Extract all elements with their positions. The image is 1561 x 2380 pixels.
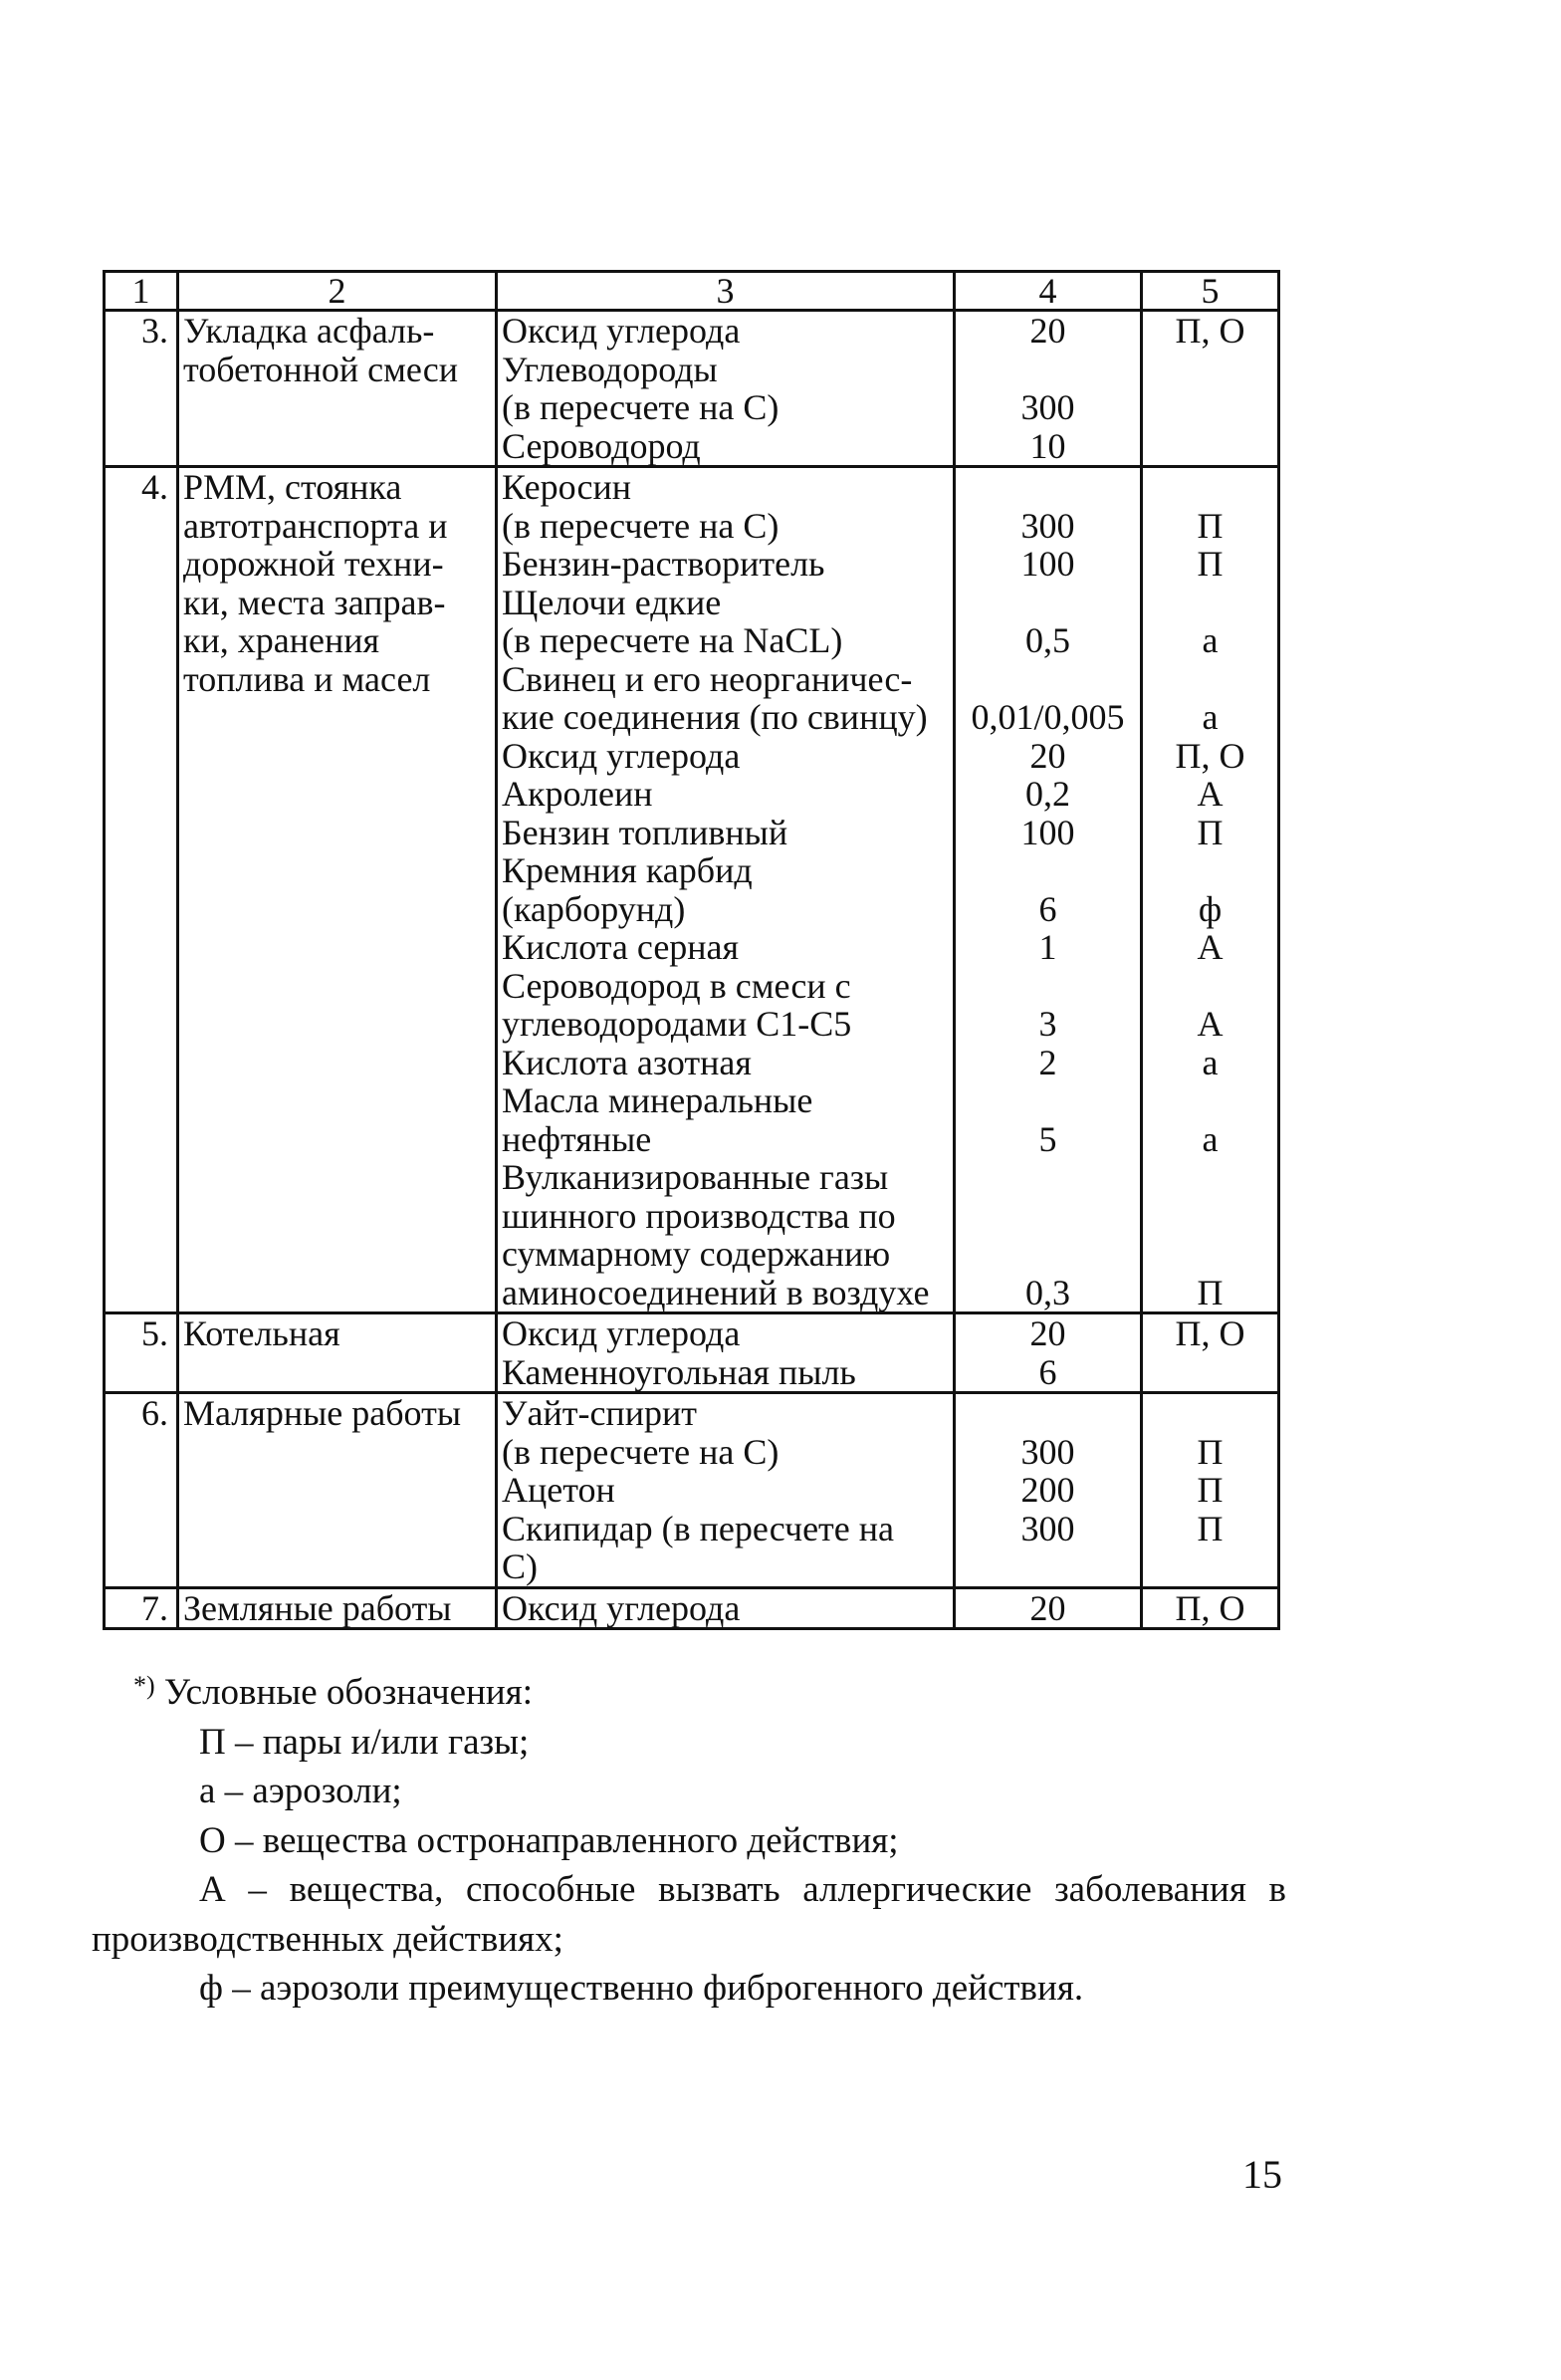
limit-value: 20 <box>1029 311 1066 351</box>
hazard-class: П, О <box>1175 1587 1245 1628</box>
hazard-class <box>1147 660 1273 699</box>
header-cell: 2 <box>178 272 497 311</box>
hazard-class <box>1147 1353 1273 1392</box>
substance-line: Свинец и его неорганичес- <box>502 658 913 699</box>
limit-value: 2 <box>1038 1042 1057 1082</box>
limit-value <box>960 584 1136 622</box>
substance-line: Ацетон <box>502 1470 615 1510</box>
header-cell: 4 <box>955 272 1142 311</box>
substance-line: Сероводород в смеси с <box>502 965 851 1006</box>
hazard-class <box>1147 1547 1273 1586</box>
substance-line: Бензин-растворитель <box>502 544 825 584</box>
activity-line: Земляные работы <box>183 1587 452 1628</box>
hazard-class: а <box>1202 1042 1219 1082</box>
limit-value <box>960 851 1136 890</box>
limit-value: 300 <box>1020 505 1075 546</box>
substance-line: нефтяные <box>502 1118 652 1159</box>
limit-value: 20 <box>1029 1313 1066 1353</box>
limit-value <box>960 1081 1136 1120</box>
legend-notes <box>92 1661 1286 2014</box>
substance-line: (карборунд) <box>502 888 686 929</box>
hazard-class: П <box>1197 1272 1224 1312</box>
row-number: 5. <box>141 1313 168 1353</box>
substance-line: Сероводород <box>502 425 701 466</box>
hazard-class: П <box>1197 544 1224 584</box>
limit-value: 20 <box>1029 1587 1066 1628</box>
row-number: 6. <box>141 1393 168 1433</box>
row-number-cell <box>105 1313 178 1393</box>
substance-line: Оксид углерода <box>502 311 741 351</box>
substance-line: Кислота серная <box>502 927 740 967</box>
table-row <box>105 467 1279 1313</box>
hazard-class <box>1147 1081 1273 1120</box>
hazard-class: ф <box>1198 888 1223 929</box>
hazard-class: П, О <box>1175 311 1245 351</box>
activity-line: Котельная <box>183 1313 340 1353</box>
row-number-cell <box>105 467 178 1313</box>
limit-value: 100 <box>1020 544 1075 584</box>
activity-cell <box>178 311 497 467</box>
limit-value <box>960 967 1136 1006</box>
hazard-class: а <box>1202 1118 1219 1159</box>
limit-value: 1 <box>1038 927 1057 967</box>
substance-line: (в пересчете на С) <box>502 1431 780 1472</box>
substance-cell <box>497 311 955 467</box>
activity-cell <box>178 1587 497 1629</box>
activity-line: топлива и масел <box>183 658 431 699</box>
hazard-class: а <box>1202 620 1219 660</box>
hazard-class: П <box>1197 1470 1224 1510</box>
limit-value <box>960 1235 1136 1274</box>
hazard-class <box>1147 1394 1273 1433</box>
legend-title <box>92 1661 1286 1718</box>
limit-value: 20 <box>1029 735 1066 776</box>
substances-table-container <box>103 270 1277 1630</box>
hazard-class <box>1147 1197 1273 1236</box>
footnote-marker: *) <box>133 1671 155 1700</box>
limit-value: 10 <box>1029 425 1066 466</box>
hazard-class-cell <box>1142 1313 1279 1393</box>
activity-line: автотранспорта и <box>183 505 448 546</box>
activity-line: Укладка асфаль- <box>183 311 435 351</box>
hazard-class: П, О <box>1175 735 1245 776</box>
substance-line: суммарному содержанию <box>502 1234 891 1274</box>
substance-line: Вулканизированные газы <box>502 1157 889 1197</box>
substance-cell <box>497 467 955 1313</box>
hazard-class <box>1147 1235 1273 1274</box>
hazard-class <box>1147 1158 1273 1197</box>
limit-value-cell <box>955 1587 1142 1629</box>
limit-value: 0,5 <box>1025 620 1070 660</box>
hazard-class-cell <box>1142 1587 1279 1629</box>
limit-value-cell <box>955 311 1142 467</box>
limit-value <box>960 1394 1136 1433</box>
limit-value: 300 <box>1020 1431 1075 1472</box>
hazard-class <box>1147 584 1273 622</box>
legend-title-text: Условные обозначения: <box>163 1672 533 1713</box>
activity-line: тобетонной смеси <box>183 349 459 389</box>
activity-cell <box>178 1313 497 1393</box>
activity-cell <box>178 1393 497 1588</box>
limit-value: 6 <box>1038 888 1057 929</box>
table-header-row <box>105 272 1279 311</box>
hazard-class-cell <box>1142 1393 1279 1588</box>
legend-item: а – аэрозоли; <box>199 1771 402 1811</box>
legend-item: О – вещества остронаправленного действия; <box>199 1819 899 1861</box>
activity-cell <box>178 467 497 1313</box>
hazard-class <box>1147 388 1273 427</box>
header-cell: 5 <box>1142 272 1279 311</box>
limit-value <box>960 351 1136 389</box>
substance-cell <box>497 1313 955 1393</box>
table-row <box>105 1587 1279 1629</box>
substance-line: Кремния карбид <box>502 850 753 890</box>
legend-item: производственных действиях; <box>92 1918 563 1960</box>
substance-line: Кислота азотная <box>502 1042 752 1082</box>
hazard-class <box>1147 851 1273 890</box>
limit-value: 5 <box>1038 1118 1057 1159</box>
table-row <box>105 1393 1279 1588</box>
hazard-class-cell <box>1142 467 1279 1313</box>
substance-line: углеводородами С1-С5 <box>502 1004 852 1044</box>
limit-value: 0,2 <box>1025 774 1070 814</box>
substance-line: Углеводороды <box>502 349 718 389</box>
hazard-class: А <box>1197 927 1224 967</box>
legend-item: ф – аэрозоли преимущественно фиброгенного действия. <box>199 1968 1084 2009</box>
hazard-class <box>1147 967 1273 1006</box>
substance-line: С) <box>502 1547 538 1586</box>
legend-item: П – пары и/или газы; <box>199 1721 530 1763</box>
hazard-class: а <box>1202 697 1219 737</box>
limit-value-cell <box>955 1393 1142 1588</box>
substance-line: (в пересчете на С) <box>502 387 780 427</box>
activity-line: ки, хранения <box>183 620 380 660</box>
limit-value: 0,01/0,005 <box>971 697 1125 737</box>
activity-line: дорожной техни- <box>183 544 444 584</box>
limit-value: 3 <box>1038 1004 1057 1044</box>
substance-cell <box>497 1393 955 1588</box>
row-number: 4. <box>141 467 168 507</box>
substance-line: Керосин <box>502 467 632 507</box>
limit-value <box>960 1547 1136 1586</box>
table-row <box>105 311 1279 467</box>
limit-value <box>960 660 1136 699</box>
limit-value <box>960 1197 1136 1236</box>
hazard-class: П <box>1197 812 1224 852</box>
limit-value: 6 <box>1038 1351 1057 1392</box>
limit-value-cell <box>955 1313 1142 1393</box>
substance-line: Оксид углерода <box>502 1313 741 1353</box>
row-number: 7. <box>141 1587 168 1628</box>
header-cell: 1 <box>105 272 178 311</box>
hazard-class: А <box>1197 1004 1224 1044</box>
substance-line: аминосоединений в воздухе <box>502 1272 930 1312</box>
row-number-cell <box>105 1393 178 1588</box>
substance-line: (в пересчете на С) <box>502 505 780 546</box>
page-number: 15 <box>1242 2152 1282 2197</box>
substance-line: кие соединения (по свинцу) <box>502 697 928 737</box>
substance-line: Бензин топливный <box>502 812 788 852</box>
header-cell: 3 <box>497 272 955 311</box>
row-number-cell <box>105 1587 178 1629</box>
hazard-class: П <box>1197 1431 1224 1472</box>
substance-line: Оксид углерода <box>502 1587 741 1628</box>
activity-line: ки, места заправ- <box>183 582 446 622</box>
row-number: 3. <box>141 311 168 351</box>
hazard-class <box>1147 468 1273 507</box>
hazard-class: П <box>1197 505 1224 546</box>
row-number-cell <box>105 311 178 467</box>
substance-line: Акролеин <box>502 774 653 814</box>
substance-line: (в пересчете на NaCL) <box>502 620 843 660</box>
hazard-class <box>1147 351 1273 389</box>
substance-line: Скипидар (в пересчете на <box>502 1508 894 1548</box>
activity-line: РММ, стоянка <box>183 467 402 507</box>
limit-value <box>960 1158 1136 1197</box>
substances-table <box>103 270 1280 1630</box>
substance-line: Уайт-спирит <box>502 1393 697 1433</box>
activity-line: Малярные работы <box>183 1393 461 1433</box>
substance-line: шинного производства по <box>502 1195 896 1236</box>
hazard-class <box>1147 427 1273 466</box>
limit-value: 100 <box>1020 812 1075 852</box>
substance-line: Оксид углерода <box>502 735 741 776</box>
limit-value: 300 <box>1020 1508 1075 1548</box>
table-row <box>105 1313 1279 1393</box>
hazard-class: П <box>1197 1508 1224 1548</box>
legend-item: А – вещества, способные вызвать аллергические заболевания в <box>199 1869 1286 1910</box>
hazard-class-cell <box>1142 311 1279 467</box>
limit-value-cell <box>955 467 1142 1313</box>
substance-line: Масла минеральные <box>502 1080 813 1120</box>
substance-cell <box>497 1587 955 1629</box>
hazard-class: А <box>1197 774 1224 814</box>
substance-line: Каменноугольная пыль <box>502 1351 856 1392</box>
limit-value: 300 <box>1020 387 1075 427</box>
limit-value: 0,3 <box>1025 1272 1070 1312</box>
substance-line: Щелочи едкие <box>502 582 722 622</box>
limit-value <box>960 468 1136 507</box>
limit-value: 200 <box>1020 1470 1075 1510</box>
hazard-class: П, О <box>1175 1313 1245 1353</box>
